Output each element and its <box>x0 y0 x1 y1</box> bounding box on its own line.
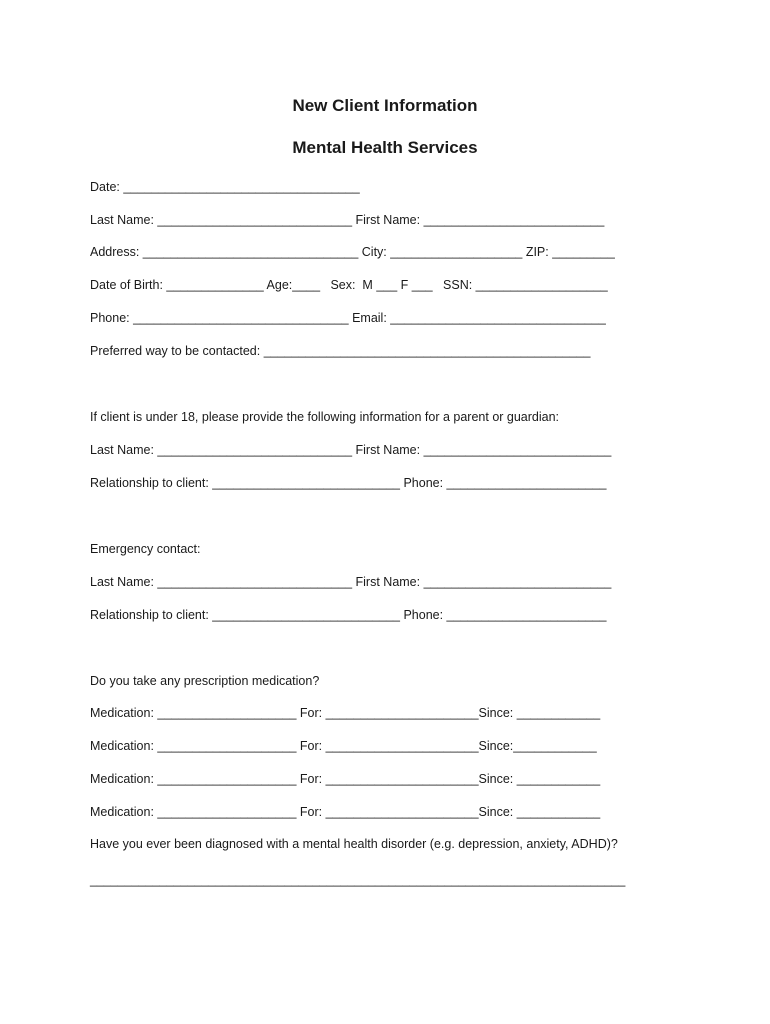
diagnosis-question: Have you ever been diagnosed with a mental health disorder (e.g. depression, anxiety, ADHD)? <box>90 837 618 851</box>
medication-row[interactable]: Medication: ____________________ For: ______________________Since:____________ <box>90 739 597 753</box>
preferred-contact-field[interactable]: Preferred way to be contacted: _______________________________________________ <box>90 344 591 358</box>
date-field[interactable]: Date: __________________________________ <box>90 180 360 194</box>
emergency-relationship-phone-fields[interactable]: Relationship to client: ___________________________ Phone: _______________________ <box>90 608 607 622</box>
guardian-name-fields[interactable]: Last Name: ____________________________ First Name: ___________________________ <box>90 443 612 457</box>
dob-age-sex-ssn-fields[interactable]: Date of Birth: ______________ Age:____ Sex: M ___ F ___ SSN: ___________________ <box>90 278 608 292</box>
form-title: New Client Information <box>292 96 478 115</box>
client-name-fields[interactable]: Last Name: ____________________________ First Name: __________________________ <box>90 213 605 227</box>
emergency-contact-heading: Emergency contact: <box>90 542 201 556</box>
medication-row[interactable]: Medication: ____________________ For: ______________________Since: ____________ <box>90 805 601 819</box>
phone-email-fields[interactable]: Phone: _______________________________ Email: _______________________________ <box>90 311 606 325</box>
guardian-relationship-phone-fields[interactable]: Relationship to client: ___________________________ Phone: _______________________ <box>90 476 607 490</box>
form-subtitle: Mental Health Services <box>292 138 478 157</box>
emergency-name-fields[interactable]: Last Name: ____________________________ First Name: ___________________________ <box>90 575 612 589</box>
guardian-intro: If client is under 18, please provide the following information for a parent or guardian: <box>90 410 560 424</box>
address-fields[interactable]: Address: _______________________________ City: ___________________ ZIP: _________ <box>90 245 615 259</box>
medication-question: Do you take any prescription medication? <box>90 674 320 688</box>
medication-row[interactable]: Medication: ____________________ For: ______________________Since: ____________ <box>90 772 601 786</box>
medication-row[interactable]: Medication: ____________________ For: ______________________Since: ____________ <box>90 706 601 720</box>
diagnosis-answer-line[interactable]: _____________________________________________________________________________ <box>90 873 626 887</box>
